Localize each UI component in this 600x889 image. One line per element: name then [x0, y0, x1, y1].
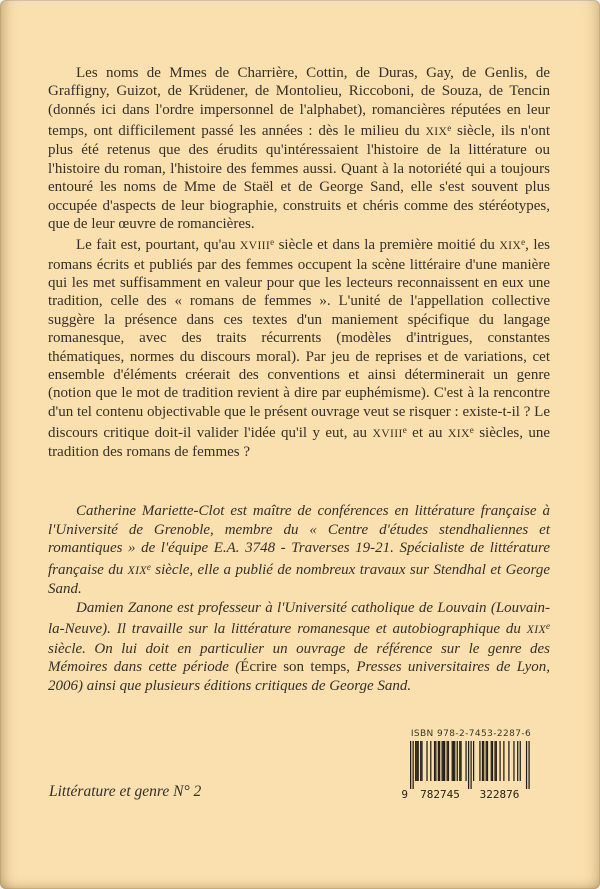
barcode-bar [482, 741, 483, 781]
barcode-bar [496, 741, 497, 781]
barcode-bar [526, 741, 527, 789]
authors-bio [48, 502, 550, 695]
barcode-bar [483, 741, 484, 781]
text-segment: e [521, 237, 526, 248]
text-segment: e [546, 621, 550, 632]
barcode-bar [517, 741, 518, 781]
paragraph [48, 64, 550, 233]
barcode-bar [468, 741, 469, 789]
text-segment: , les romans écrits et publiés par des femmes occupent la scène littéraire d'une manière qui les met suffisamment en valeur pour que les lecteurs reconnaissent en eux une tradition, celle des « romans de femmes ». L'unité de l'appellation collective suggère la présence dans ces textes d'un maniement spécifique du langage romanesque, avec des traits récurrents (modèles d'intrigues, constantes thématiques, normes du discours moral). Par jeu de reprises et de variations, cet ensemble d'éléments créerait des conventions et ainsi déterminerait un genre (notion que le mot de tradition revient à dire par euphémisme). C'est à la rencontre d'un tel contenu objectivable que le présent ouvrage veut se risquer : existe-t-il ? Le discours critique doit-il valider l'idée qu'il y eut, au [48, 237, 550, 442]
text-segment: XIX [425, 124, 448, 138]
barcode-bar [416, 741, 417, 781]
barcode-bar [418, 741, 419, 781]
synopsis-text [48, 64, 550, 462]
barcode-bar [410, 741, 411, 789]
text-segment: siècle. On lui doit en particulier un ouvrage de référence sur le genre des Mémoires dans cette période ( [48, 640, 550, 676]
ean13-barcode [398, 741, 534, 801]
text-segment: siècle et dans la première moitié du [274, 237, 500, 254]
text-segment: Presses universitaires de Lyon, 2006) ainsi que plusieurs éditions critiques de George Sand. [48, 659, 551, 694]
barcode-bar [479, 741, 480, 781]
barcode-bar [442, 741, 443, 781]
barcode-bar [492, 741, 493, 781]
text-segment: XIX [127, 563, 147, 577]
text-segment: XVIII [372, 427, 403, 441]
barcode-bar [499, 741, 500, 781]
paragraph [48, 599, 550, 696]
text-segment: e [146, 561, 151, 572]
barcode-bar [421, 741, 422, 781]
series-title: Littérature et genre N° 2 [49, 783, 202, 800]
barcode-bar [460, 741, 461, 781]
barcode-bar [513, 741, 514, 781]
barcode-bar [447, 741, 448, 781]
text-segment: XIX [447, 427, 470, 441]
text-segment: et au [406, 425, 448, 442]
barcode-bar [470, 741, 471, 789]
text-segment: e [270, 237, 275, 248]
text-segment: e [447, 123, 452, 134]
barcode-digit-group: 322876 [479, 788, 520, 801]
barcode-bar [439, 741, 440, 781]
barcode-bar [494, 741, 495, 781]
barcode-bar [434, 741, 435, 781]
barcode-bar [503, 741, 504, 781]
text-segment: Catherine Mariette-Clot est maître de conférences en littérature française à l'Université de Grenoble, membre du « Centre d'études stendhaliennes et romantiques » de l'équipe E.A. 3748 - Traverses 19-21. Spécialiste de littérature française du [48, 503, 550, 578]
isbn-barcode [398, 729, 534, 801]
barcode-bar [508, 741, 509, 781]
barcode-bar [491, 741, 492, 781]
barcode-bar [444, 741, 445, 781]
barcode-bar [457, 741, 458, 781]
barcode-bar [459, 741, 460, 781]
barcode-bar [487, 741, 488, 781]
barcode-bar [520, 741, 521, 781]
text-segment: Les noms de Mmes de Charrière, Cottin, de Duras, Gay, de Genlis, de Graffigny, Guizot, de Krüdener, de Montolieu, Riccoboni, de Souza, de Tencin (donnés ici dans l'ordre impersonnel de l'alphabet), romancières réputées en leur temps, ont difficilement passé les années : dès le milieu du [48, 65, 550, 139]
barcode-bar [453, 741, 454, 781]
barcode-digit-group: 9 [401, 788, 408, 801]
barcode-bar [435, 741, 436, 781]
barcode-digit-group: 782745 [420, 788, 460, 801]
text-segment: XIX [526, 623, 546, 637]
text-segment: XIX [499, 239, 522, 253]
text-segment: Damien Zanone est professeur à l'Université catholique de Louvain (Louvain-la-Neuve). Il travaille sur la littérature romanesque et autobiographique du [48, 599, 550, 638]
barcode-bar [443, 741, 444, 781]
barcode-bar [413, 741, 414, 789]
paragraph [48, 233, 550, 461]
barcode-bar [415, 741, 416, 781]
text-segment: e [469, 425, 474, 436]
isbn-number-label: ISBN 978-2-7453-2287-6 [410, 729, 532, 739]
barcode-bar [448, 741, 449, 781]
text-segment: Le fait est, pourtant, qu'au [76, 237, 240, 254]
text-segment: siècle, ils n'ont plus été retenus que des érudits qu'intéressaient l'histoire de la littérature ou l'histoire du roman, l'histoire des femmes aussi. Quant à la notoriété qui a toujours entouré les noms de Mme de Staël et de George Sand, elle s'est souvent plus occupée d'aspects de leur biographie, construits et chéris comme des stéréotypes, que de leur œuvre de romancières. [48, 122, 550, 233]
text-segment: Écrire son temps, [240, 659, 350, 676]
text-segment: siècles, une tradition des romans de femmes ? [48, 425, 551, 461]
barcode-bar [430, 741, 431, 781]
barcode-bar [454, 741, 455, 781]
text-segment: XVIII [239, 239, 271, 253]
barcode-bar [465, 741, 466, 781]
barcode-bar [420, 741, 421, 781]
barcode-bar [438, 741, 439, 781]
barcode-bar [452, 741, 453, 781]
text-segment: siècle, elle a publié de nombreux travaux sur Stendhal et George Sand. [48, 561, 550, 598]
barcode-bar [528, 741, 529, 789]
text-segment: e [402, 425, 407, 436]
barcode-bar [486, 741, 487, 781]
paragraph [48, 502, 550, 599]
barcode-bar [426, 741, 427, 781]
barcode-bar [473, 741, 474, 781]
